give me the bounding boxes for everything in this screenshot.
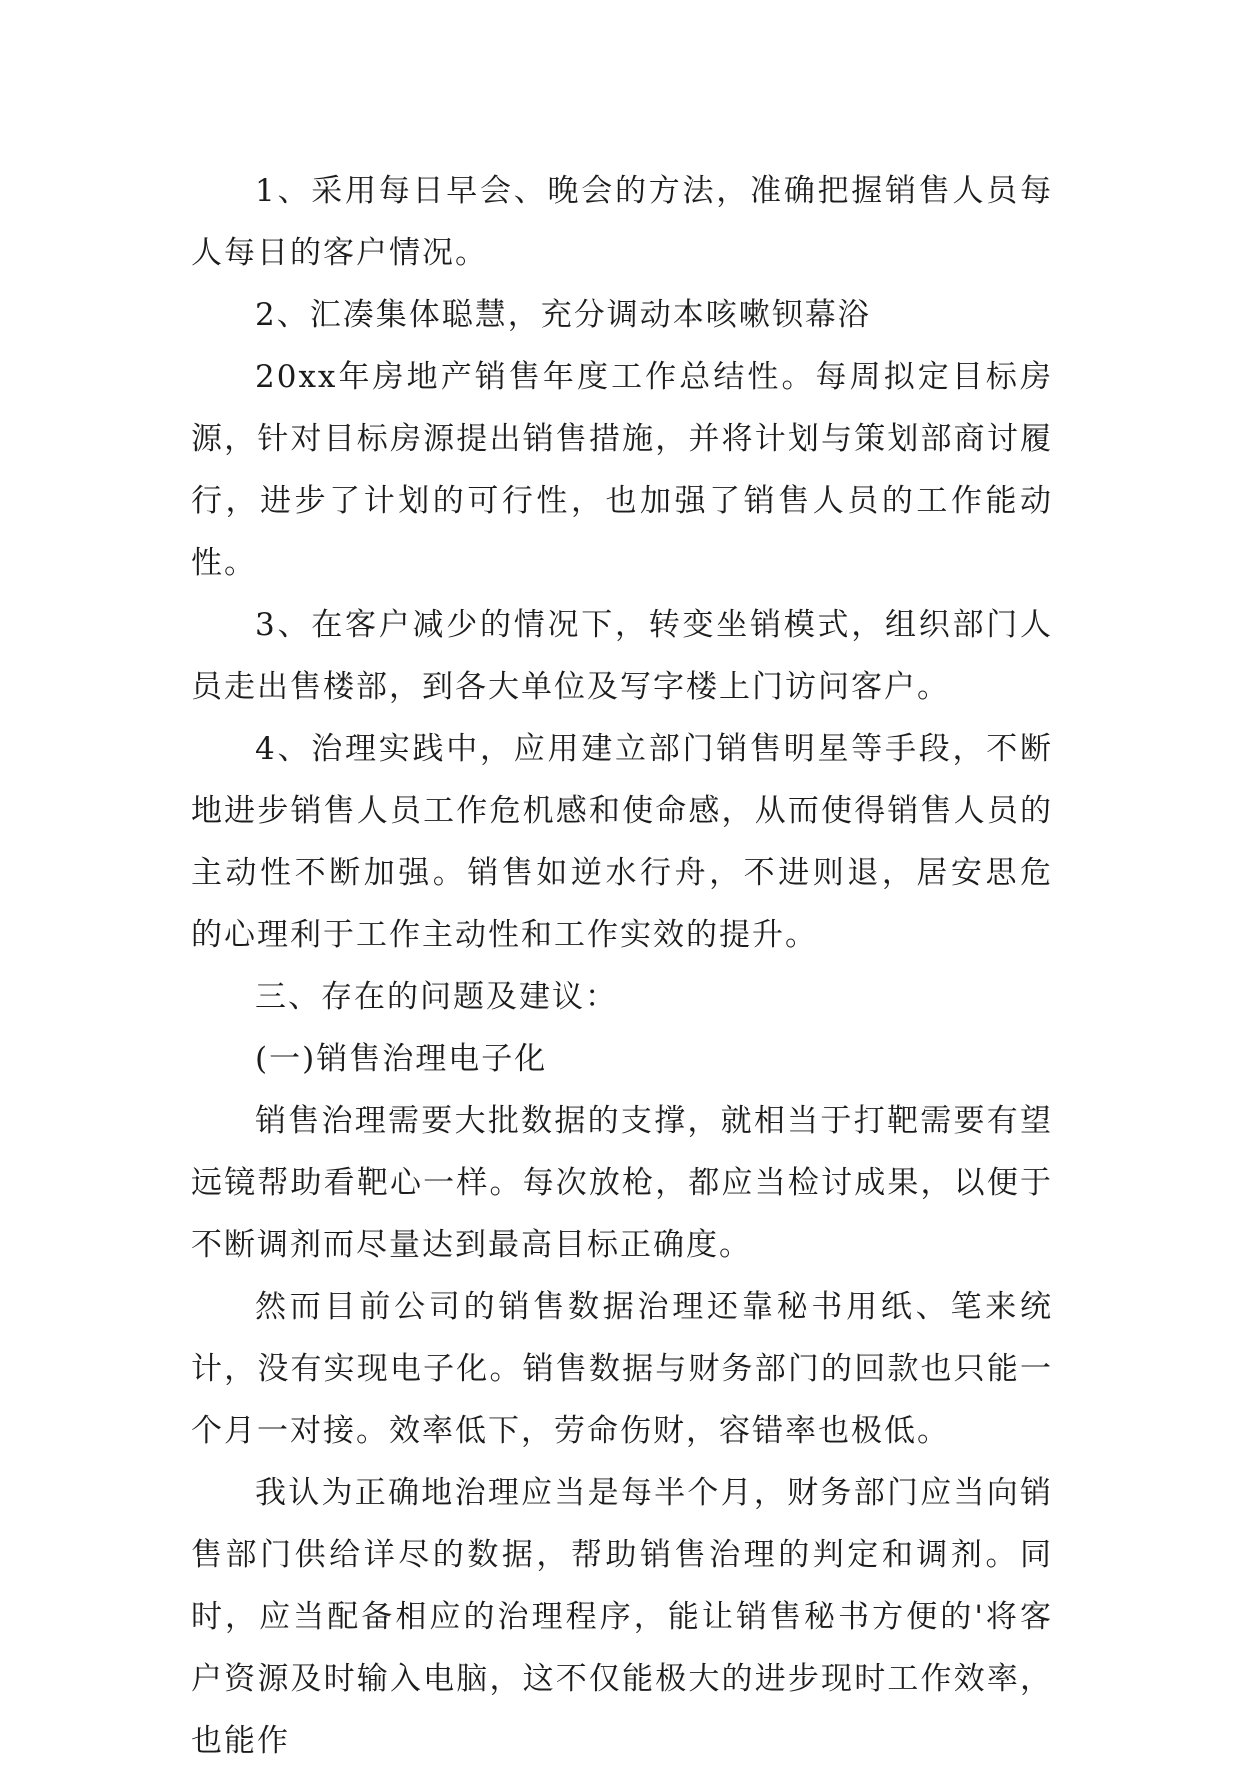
- paragraph-current-situation: 然而目前公司的销售数据治理还靠秘书用纸、笔来统计，没有实现电子化。销售数据与财务部门的回款也只能一个月一对接。效率低下，劳命伤财，容错率也极低。: [191, 1289, 1053, 1449]
- paragraph-item-4: 4、治理实践中，应用建立部门销售明星等手段，不断地进步销售人员工作危机感和使命感，从而使得销售人员的主动性不断加强。销售如逆水行舟，不进则退，居安思危 的心理利于工作主动性和工作实效的提升。: [191, 731, 1065, 953]
- paragraph-item-2-continued: 20xx年房地产销售年度工作总结性。每周拟定目标房源，针对目标房源提出销售措施，并将计划与策划部商讨履行，进步了计划的可行性，也加强了销售人员的工作能动性。: [191, 359, 1053, 581]
- paragraph-item-1: 1、采用每日早会、晚会的方法，准确把握销售人员每人每日的客户情况。: [191, 173, 1053, 271]
- document-body: [191, 160, 1065, 1772]
- section-heading-problems: 三、存在的问题及建议：: [255, 979, 618, 1015]
- paragraph-data-support: 销售治理需要大批数据的支撑，就相当于打靶需要有望远镜帮助看靶心一样。每次放枪，都应当检讨成果，以便于不断调剂而尽量达到最高目标正确度。: [191, 1103, 1053, 1263]
- paragraph-recommendation: 我认为正确地治理应当是每半个月，财务部门应当向销售部门供给详尽的数据，帮助销售治理的判定和调剂。同时，应当配备相应的治理程序，能让销售秘书方便的'将客户资源及时输入电脑，这不仅能极大的进步现时工作效率，也能作: [191, 1475, 1053, 1759]
- paragraph-item-3: 3、在客户减少的情况下，转变坐销模式，组织部门人员走出售楼部，到各大单位及写字楼上门访问客户。: [191, 607, 1053, 705]
- paragraph-item-2: 2、汇凑集体聪慧，充分调动本咳嗽钡幕浴: [255, 297, 871, 333]
- subsection-heading-1: (一)销售治理电子化: [255, 1041, 548, 1077]
